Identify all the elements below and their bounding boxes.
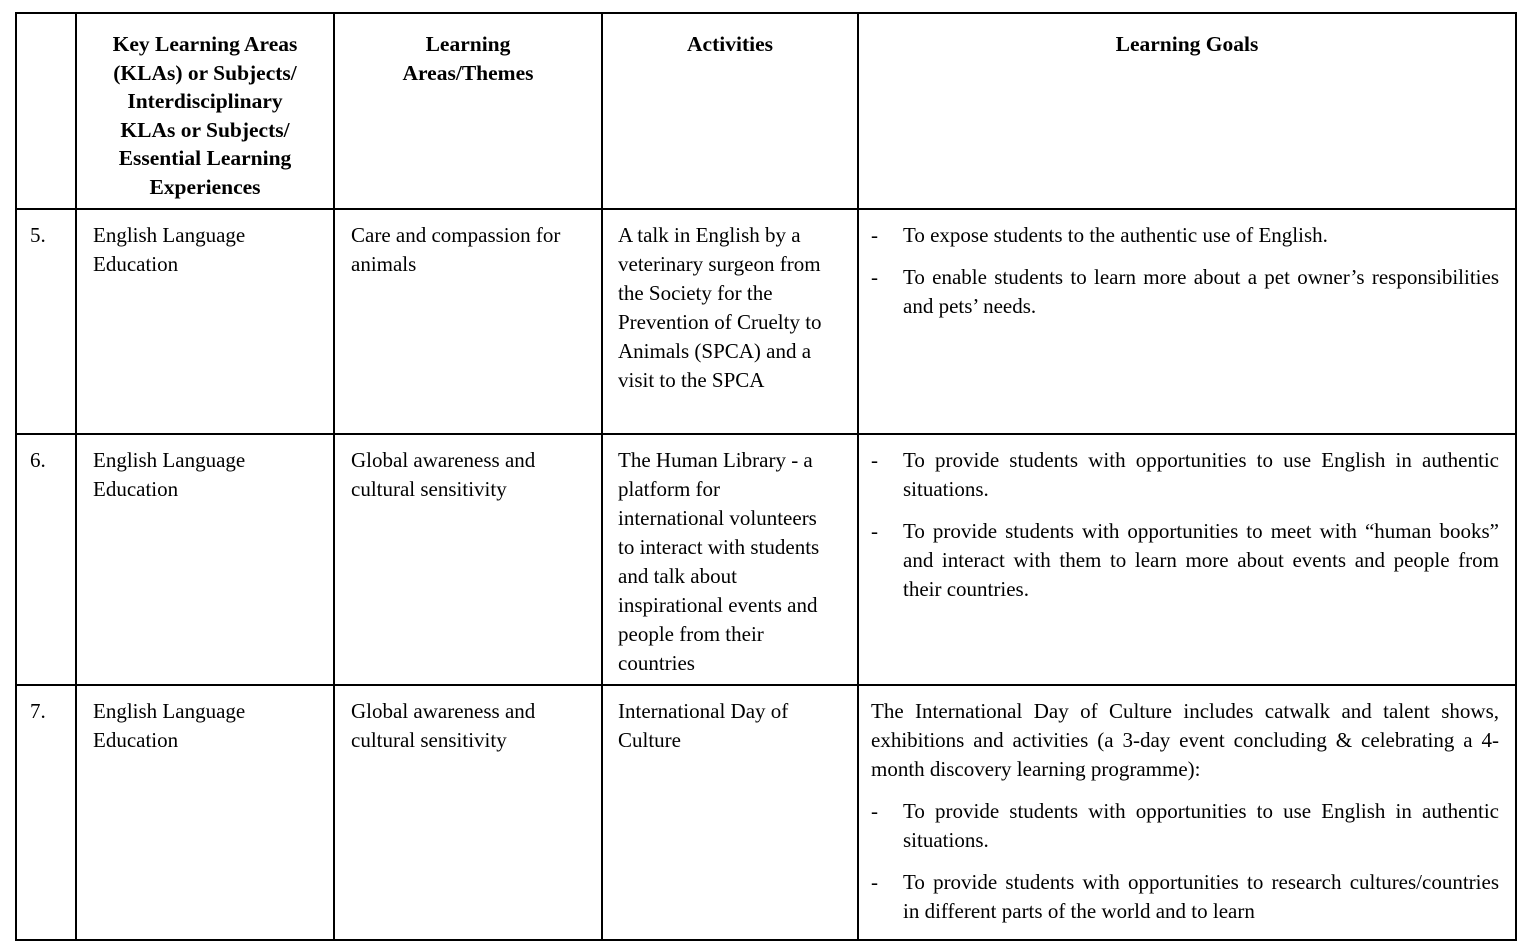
goals-intro-paragraph: The International Day of Culture includes catwalk and talent shows, exhibitions and activities (a 3-day event concluding & celebrating a 4-month discovery learning programme): [871,699,1499,781]
goal-text: To provide students with opportunities to research cultures/countries in different parts of the world and to learn [903,870,1499,923]
cell-learning-goals [858,434,1516,685]
goal-text: To enable students to learn more about a pet owner’s responsibilities and pets’ needs. [903,265,1499,318]
goal-item [871,517,1499,604]
bullet-dash: - [871,265,878,289]
column-header-learning-areas-themes [334,13,602,209]
row-number: 6. [16,434,76,685]
cell-kla: English Language Education [76,209,334,434]
bullet-dash: - [871,448,878,472]
header-kla-line: Essential Learning [118,146,292,170]
goal-text: To provide students with opportunities to meet with “human books” and interact with them to learn more about events and people from their countries. [903,519,1499,601]
cell-kla: English Language Education [76,434,334,685]
bullet-dash: - [871,223,878,247]
header-theme-line: Areas/Themes [402,60,534,85]
cell-theme: Global awareness and cultural sensitivity [334,434,602,685]
cell-activity: International Day of Culture [602,685,858,940]
header-kla-line: Key Learning Areas [112,32,298,56]
document-page [15,12,1517,941]
header-kla-line: Experiences [149,174,261,199]
cell-activity: A talk in English by a veterinary surgeon from the Society for the Prevention of Cruelty to Animals (SPCA) and a visit to the SPCA [602,209,858,434]
bullet-dash: - [871,799,878,823]
table-row-5 [16,209,1516,434]
cell-activity: The Human Library - a platform for international volunteers to interact with students and talk about inspirational events and people from their countries [602,434,858,685]
learning-activities-table [15,12,1517,941]
goal-item [871,868,1499,926]
cell-theme: Global awareness and cultural sensitivity [334,685,602,940]
header-row [16,13,1516,209]
goal-item [871,446,1499,504]
column-header-learning-goals: Learning Goals [858,13,1516,209]
cell-learning-goals [858,209,1516,434]
cell-theme: Care and compassion for animals [334,209,602,434]
header-kla-line: KLAs or Subjects/ [120,117,290,142]
table-row-7 [16,685,1516,940]
goal-text: To provide students with opportunities to use English in authentic situations. [903,799,1499,852]
goal-text: To provide students with opportunities to use English in authentic situations. [903,448,1499,501]
goal-text: To expose students to the authentic use of English. [903,223,1328,247]
column-header-number [16,13,76,209]
cell-kla: English Language Education [76,685,334,940]
column-header-activities: Activities [602,13,858,209]
header-kla-line: Interdisciplinary [127,89,283,113]
goal-item [871,797,1499,855]
bullet-dash: - [871,519,878,543]
row-number: 5. [16,209,76,434]
bullet-dash: - [871,870,878,894]
header-kla-line: (KLAs) or Subjects/ [113,60,297,85]
column-header-kla [76,13,334,209]
goal-item [871,221,1499,250]
row-number: 7. [16,685,76,940]
goal-item [871,263,1499,321]
cell-learning-goals [858,685,1516,940]
header-theme-line: Learning [425,32,511,56]
table-row-6 [16,434,1516,685]
